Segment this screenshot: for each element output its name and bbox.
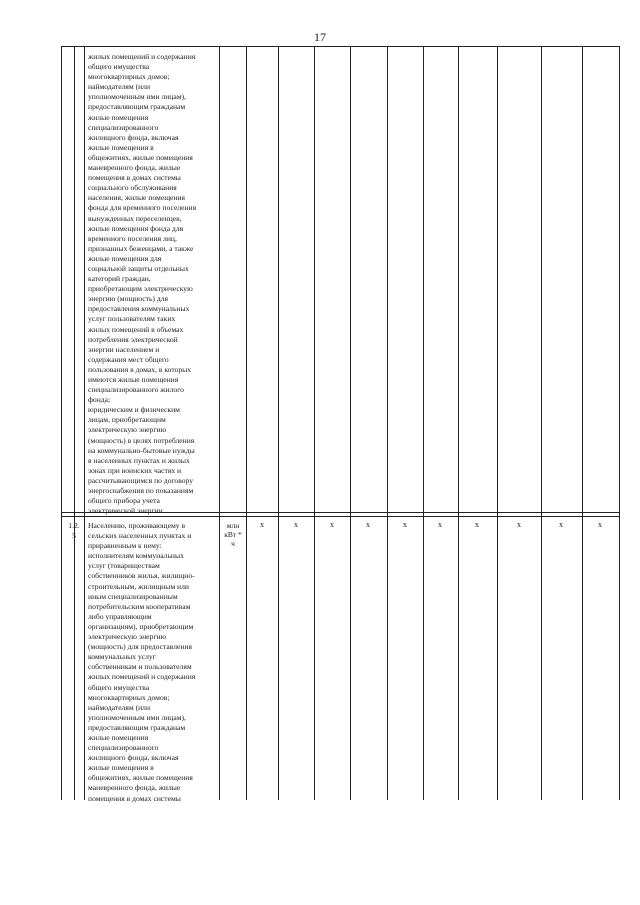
col-divider-2 [314,46,315,800]
text-line: коммунальных услуг [88,652,156,662]
text-line: помещения в домах системы [88,793,181,803]
col-divider-desc [219,46,220,800]
text-line: предоставляющим гражданам [88,722,186,732]
text-line: маневренного фонда, жилые [88,783,181,793]
text-line: жилые помещения в [88,142,154,152]
text-line: вынужденных переселенцев, [88,213,182,223]
text-line: в населенных пунктах и жилых [88,455,190,465]
table-border-left [61,46,62,800]
text-line: временного поселения лиц, [88,233,177,243]
page-number: 17 [314,30,326,44]
value-mark: x [260,520,264,529]
text-line: общего имущества [88,62,150,72]
col-divider-num2 [84,46,85,800]
text-line: электрической энергии. [88,506,165,516]
text-line: Населению, проживающему в [88,521,186,530]
text-line: сельских населенных пунктах и [88,531,192,541]
text-line: услуг пользователям таких [88,314,176,324]
text-line: специализированного жилого [88,385,184,395]
continued-description [88,52,216,516]
text-line: лицам, приобретающим [88,415,166,425]
text-line: уполномоченным ими лицам), [88,712,186,722]
text-line: населения, жилые помещения [88,193,186,203]
text-line: исполнителям коммунальных [88,551,184,561]
col-divider-7 [497,46,498,800]
text-line: пользования в домах, в которых [88,364,192,374]
text-line: потребления электрической [88,334,178,344]
text-line: специализированного [88,743,159,753]
text-line: потребительским кооперативам [88,601,191,611]
value-mark: x [559,520,563,529]
col-divider-3 [350,46,351,800]
value-mark: x [438,520,442,529]
text-line: электрическую энергию [88,425,167,435]
table-border-top [61,46,619,47]
text-line: электрическую энергию [88,632,167,642]
text-line: предоставляющим гражданам [88,102,186,112]
text-line: общежитиях, жилые помещения [88,152,193,162]
col-divider-num [74,46,75,800]
text-line: жилые помещения для [88,253,162,263]
text-line: специализированного [88,122,159,132]
text-line: энергоснабжения по показаниям [88,486,194,496]
text-line: приравненным к нему: [88,541,162,551]
text-line: общего прибора учета [88,496,160,506]
text-line: жилых помещений в объемах [88,324,184,334]
text-line: на коммунально-бытовые нужды [88,445,195,455]
col-divider-4 [387,46,388,800]
value-mark: x [366,520,370,529]
text-line: либо управляющим [88,611,152,621]
text-line: рассчитывающимся по договору [88,475,194,485]
text-line: организациям), приобретающим [88,621,194,631]
table-border-right [619,46,620,800]
text-line: услуг (товариществам [88,561,160,571]
text-line: жилищного фонда, включая [88,753,179,763]
text-line: энергии населением и [88,344,160,354]
text-line: фонда; [88,395,111,405]
text-line: жилые помещения фонда для [88,223,184,233]
text-line: помещения в домах системы [88,173,181,183]
text-line: маневренного фонда, жилые [88,163,181,173]
text-line: наймодателям (или [88,82,151,92]
value-mark: x [403,520,407,529]
text-line: наймодателям (или [88,702,151,712]
value-mark: x [517,520,521,529]
col-divider-unit [246,46,247,800]
value-mark: x [330,520,334,529]
text-line: имеются жилые помещения [88,375,179,384]
text-line: жилые помещения в [88,763,154,773]
unit-label: млн кВт * ч [224,521,242,548]
text-line: иным специализированным [88,591,178,601]
col-divider-6 [458,46,459,800]
text-line: жилые помещения [88,732,149,742]
text-line: общежитиях, жилые помещения [88,773,193,783]
value-mark: x [598,520,602,529]
value-mark: x [475,520,479,529]
text-line: приобретающим электрическую [88,284,193,294]
text-line: содержания мест общего [88,354,169,364]
text-line: категорий граждан, [88,274,151,284]
row-description [88,521,216,804]
text-line: фонда для временного поселения [88,203,197,213]
text-line: (мощность) в целях потребления [88,435,195,445]
text-line: (мощность) для предоставления [88,642,193,652]
col-divider-9 [582,46,583,800]
row-number: 1.2. 5 [68,521,80,540]
text-line: энергию (мощность) для [88,294,168,304]
text-line: жилых помещений и содержания [88,52,196,61]
text-line: многоквартирных домов; [88,692,170,702]
text-line: жилищного фонда, включая [88,132,179,142]
text-line: жилых помещений и содержания [88,672,196,682]
col-divider-8 [541,46,542,800]
text-line: многоквартирных домов; [88,72,170,82]
text-line: собственников жилья, жилищно- [88,571,195,581]
text-line: строительным, жилищным или [88,581,189,591]
text-line: социальной защиты отдельных [88,263,189,273]
text-line: юридическим и физическим [88,405,180,415]
text-line: уполномоченным ими лицам), [88,92,186,102]
text-line: жилые помещения [88,112,149,122]
col-divider-1 [278,46,279,800]
text-line: признанных беженцами, а также [88,243,194,253]
text-line: собственникам и пользователям [88,662,192,672]
text-line: общего имущества [88,682,150,692]
text-line: предоставления коммунальных [88,304,190,314]
value-mark: x [294,520,298,529]
text-line: социального обслуживания [88,183,177,193]
text-line: зонах при воинских частях и [88,465,182,475]
col-divider-5 [423,46,424,800]
